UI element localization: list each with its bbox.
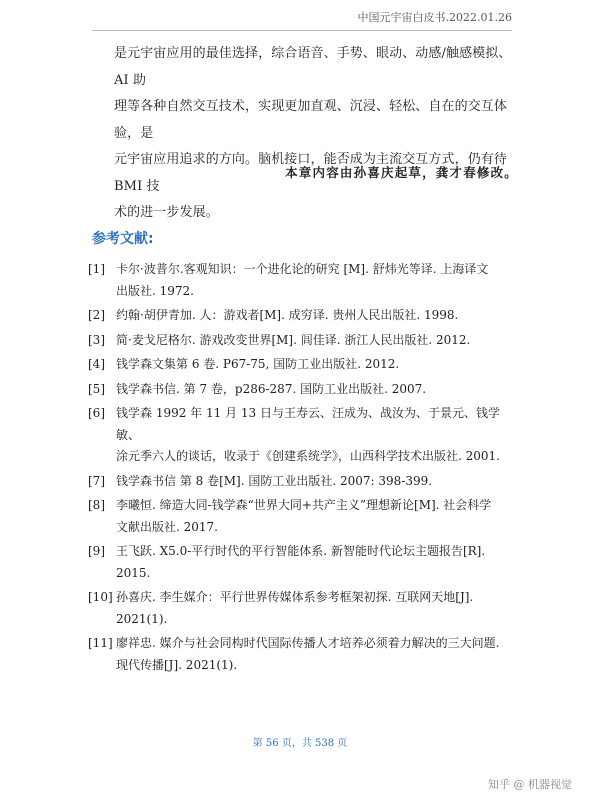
paragraph-line: 元宇宙应用追求的方向。脑机接口，能否成为主流交互方式，仍有待 BMI 技 <box>114 152 508 194</box>
reference-line: 涂元季六人的谈话，收录于《创建系统学》，山西科学技术出版社. 2001. <box>116 449 500 463</box>
reference-line: 2021(1). <box>116 611 168 626</box>
reference-list <box>88 259 520 676</box>
page-number: 第 56 页，共 538 页 <box>252 738 348 749</box>
reference-item <box>88 541 520 584</box>
reference-item <box>88 587 520 630</box>
paragraph-line: 是元宇宙应用的最佳选择，综合语音、手势、眼动、动感/触感模拟、AI 助 <box>114 46 512 88</box>
reference-number: [4] <box>88 357 105 371</box>
reference-number: [6] <box>88 406 105 420</box>
reference-item <box>88 305 520 327</box>
reference-line: 文献出版社. 2017. <box>116 519 218 534</box>
reference-number: [8] <box>88 498 105 512</box>
reference-line: 出版社. 1972. <box>116 283 194 298</box>
reference-number: [1] <box>88 262 105 276</box>
reference-line: 钱学森 1992 年 11 月 13 日与王寿云、汪成为、战汝为、于景元、钱学敏、 <box>116 406 500 442</box>
reference-item <box>88 354 520 376</box>
reference-number: [2] <box>88 308 105 322</box>
reference-line: 约翰·胡伊青加. 人：游戏者[M]. 成穷译. 贵州人民出版社. 1998. <box>116 308 459 322</box>
reference-line: 卡尔·波普尔.客观知识：一个进化论的研究 [M]. 舒炜光等译. 上海译文 <box>116 262 489 276</box>
reference-item <box>88 379 520 401</box>
chapter-signature: 本章内容由孙喜庆起草，龚才春修改。 <box>285 165 518 180</box>
reference-line: 廖祥忠. 媒介与社会同构时代国际传播人才培养必须着力解决的三大问题. <box>116 636 500 650</box>
reference-line: 王飞跃. X5.0-平行时代的平行智能体系. 新智能时代论坛主题报告[R]. <box>116 544 486 558</box>
reference-item <box>88 471 520 493</box>
reference-item <box>88 259 520 302</box>
reference-line: 钱学森文集第 6 卷. P67-75, 国防工业出版社. 2012. <box>116 357 400 371</box>
reference-item <box>88 495 520 538</box>
paragraph-line: 理等各种自然交互技术，实现更加直观、沉浸、轻松、自在的交互体验，是 <box>114 99 508 141</box>
reference-number: [10] <box>88 590 113 604</box>
reference-item <box>88 403 520 468</box>
references-heading: 参考文献: <box>92 231 154 247</box>
reference-item <box>88 330 520 352</box>
reference-number: [9] <box>88 544 105 558</box>
reference-line: 钱学森书信 第 8 卷[M]. 国防工业出版社. 2007: 398-399. <box>116 473 433 488</box>
reference-number: [11] <box>88 636 113 650</box>
reference-line: 李曦恒. 缔造大同-钱学森“世界大同+共产主义”理想新论[M]. 社会科学 <box>116 498 492 512</box>
reference-number: [5] <box>88 381 105 396</box>
reference-line: 现代传播[J]. 2021(1). <box>116 657 238 672</box>
paragraph-line: 术的进一步发展。 <box>114 205 219 220</box>
reference-line: 简·麦戈尼格尔. 游戏改变世界[M]. 闾佳译. 浙江人民出版社. 2012. <box>116 332 471 347</box>
reference-line: 孙喜庆. 李生媒介：平行世界传媒体系参考框架初探. 互联网天地[J]. <box>116 590 474 604</box>
reference-line: 钱学森书信. 第 7 卷，p286-287. 国防工业出版社. 2007. <box>116 381 427 396</box>
body-paragraph <box>114 41 512 227</box>
watermark-text: 知乎 @ 机器视觉 <box>488 778 572 791</box>
header-divider <box>92 30 512 31</box>
running-header: 中国元宇宙白皮书.2022.01.26 <box>357 11 512 24</box>
reference-item <box>88 633 520 676</box>
reference-number: [7] <box>88 473 105 488</box>
reference-line: 2015. <box>116 565 151 580</box>
reference-number: [3] <box>88 332 105 347</box>
